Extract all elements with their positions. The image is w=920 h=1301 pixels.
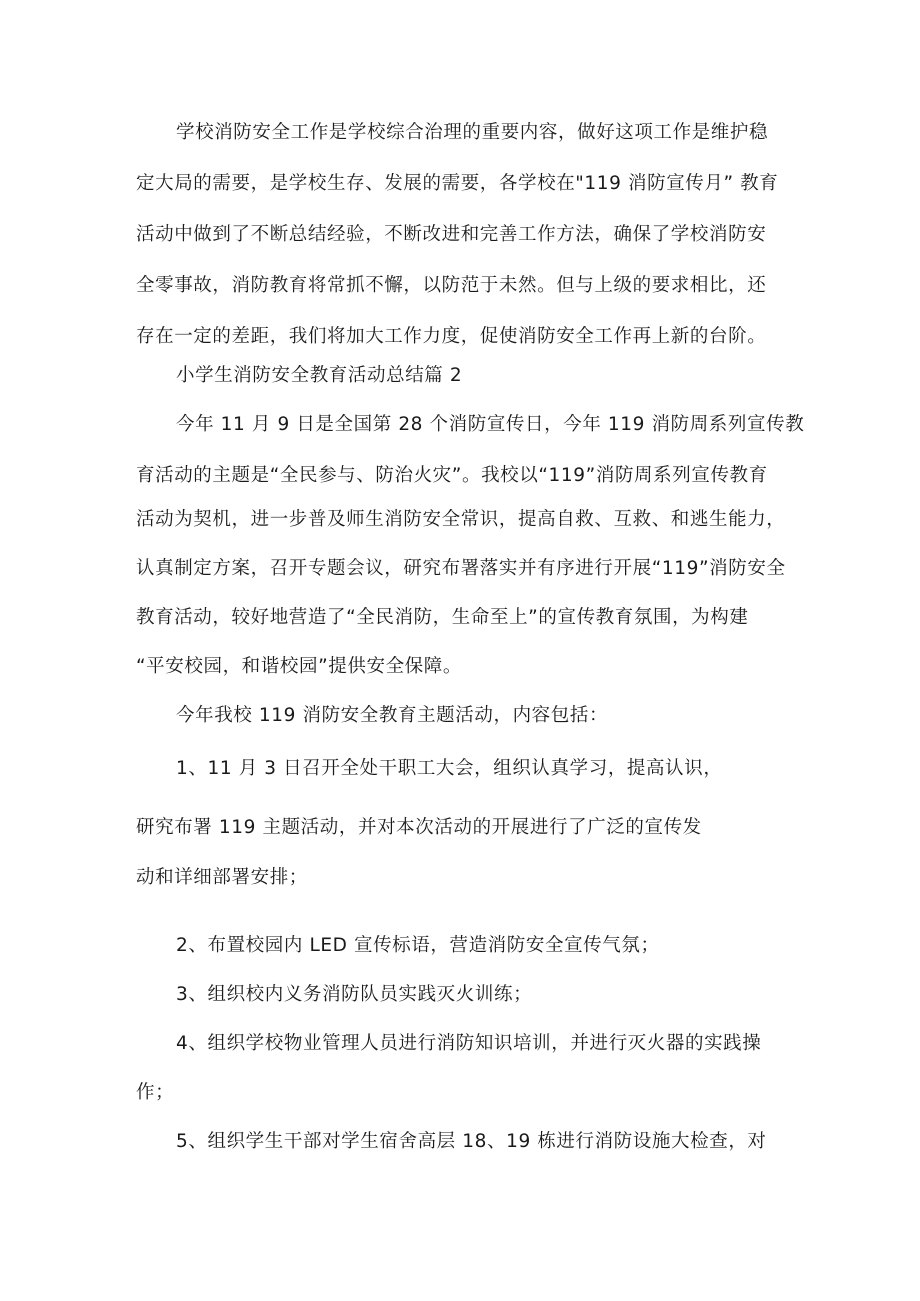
section-heading: 小学生消防安全教育活动总结篇 2 — [176, 365, 463, 386]
list-item-3: 3、组织校内义务消防队员实践灭火训练； — [176, 984, 533, 1005]
paragraph-1-line-1: 学校消防安全工作是学校综合治理的重要内容，做好这项工作是维护稳 — [176, 122, 769, 143]
paragraph-1-line-5: 存在一定的差距，我们将加大工作力度，促使消防安全工作再上新的台阶。 — [136, 326, 767, 347]
paragraph-2-line-2: 育活动的主题是“全民参与、防治火灾”。我校以“119”消防周系列宣传教育 — [136, 465, 768, 486]
list-intro: 今年我校 119 消防安全教育主题活动，内容包括： — [176, 705, 609, 726]
paragraph-2-line-1: 今年 11 月 9 日是全国第 28 个消防宣传日，今年 119 消防周系列宣传教 — [176, 414, 805, 435]
list-item-1-line-2: 研究布署 119 主题活动，并对本次活动的开展进行了广泛的宣传发 — [136, 817, 702, 838]
paragraph-1-line-2: 定大局的需要，是学校生存、发展的需要，各学校在"119 消防宣传月” 教育 — [136, 173, 779, 194]
paragraph-2-line-6: “平安校园，和谐校园”提供安全保障。 — [136, 656, 462, 677]
list-item-5-line-1: 5、组织学生干部对学生宿舍高层 18、19 栋进行消防设施大检查，对 — [176, 1131, 767, 1152]
paragraph-1-line-4: 全零事故，消防教育将常抓不懈，以防范于未然。但与上级的要求相比，还 — [136, 275, 767, 296]
list-item-1-line-1: 1、11 月 3 日召开全处干职工大会，组织认真学习，提高认识， — [176, 758, 723, 779]
list-item-4-line-2: 作； — [136, 1082, 175, 1103]
paragraph-1-line-3: 活动中做到了不断总结经验，不断改进和完善工作方法，确保了学校消防安 — [136, 224, 767, 245]
paragraph-2-line-4: 认真制定方案，召开专题会议，研究布署落实并有序进行开展“119”消防安全 — [136, 558, 786, 579]
list-item-4-line-1: 4、组织学校物业管理人员进行消防知识培训，并进行灭火器的实践操 — [176, 1033, 762, 1054]
paragraph-2-line-5: 教育活动，较好地营造了“全民消防，生命至上”的宣传教育氛围，为构建 — [136, 607, 749, 628]
paragraph-2-line-3: 活动为契机，进一步普及师生消防安全常识，提高自救、互救、和逃生能力， — [136, 509, 786, 530]
list-item-1-line-3: 动和详细部署安排； — [136, 867, 308, 888]
list-item-2: 2、布置校园内 LED 宣传标语，营造消防安全宣传气氛； — [176, 935, 660, 956]
